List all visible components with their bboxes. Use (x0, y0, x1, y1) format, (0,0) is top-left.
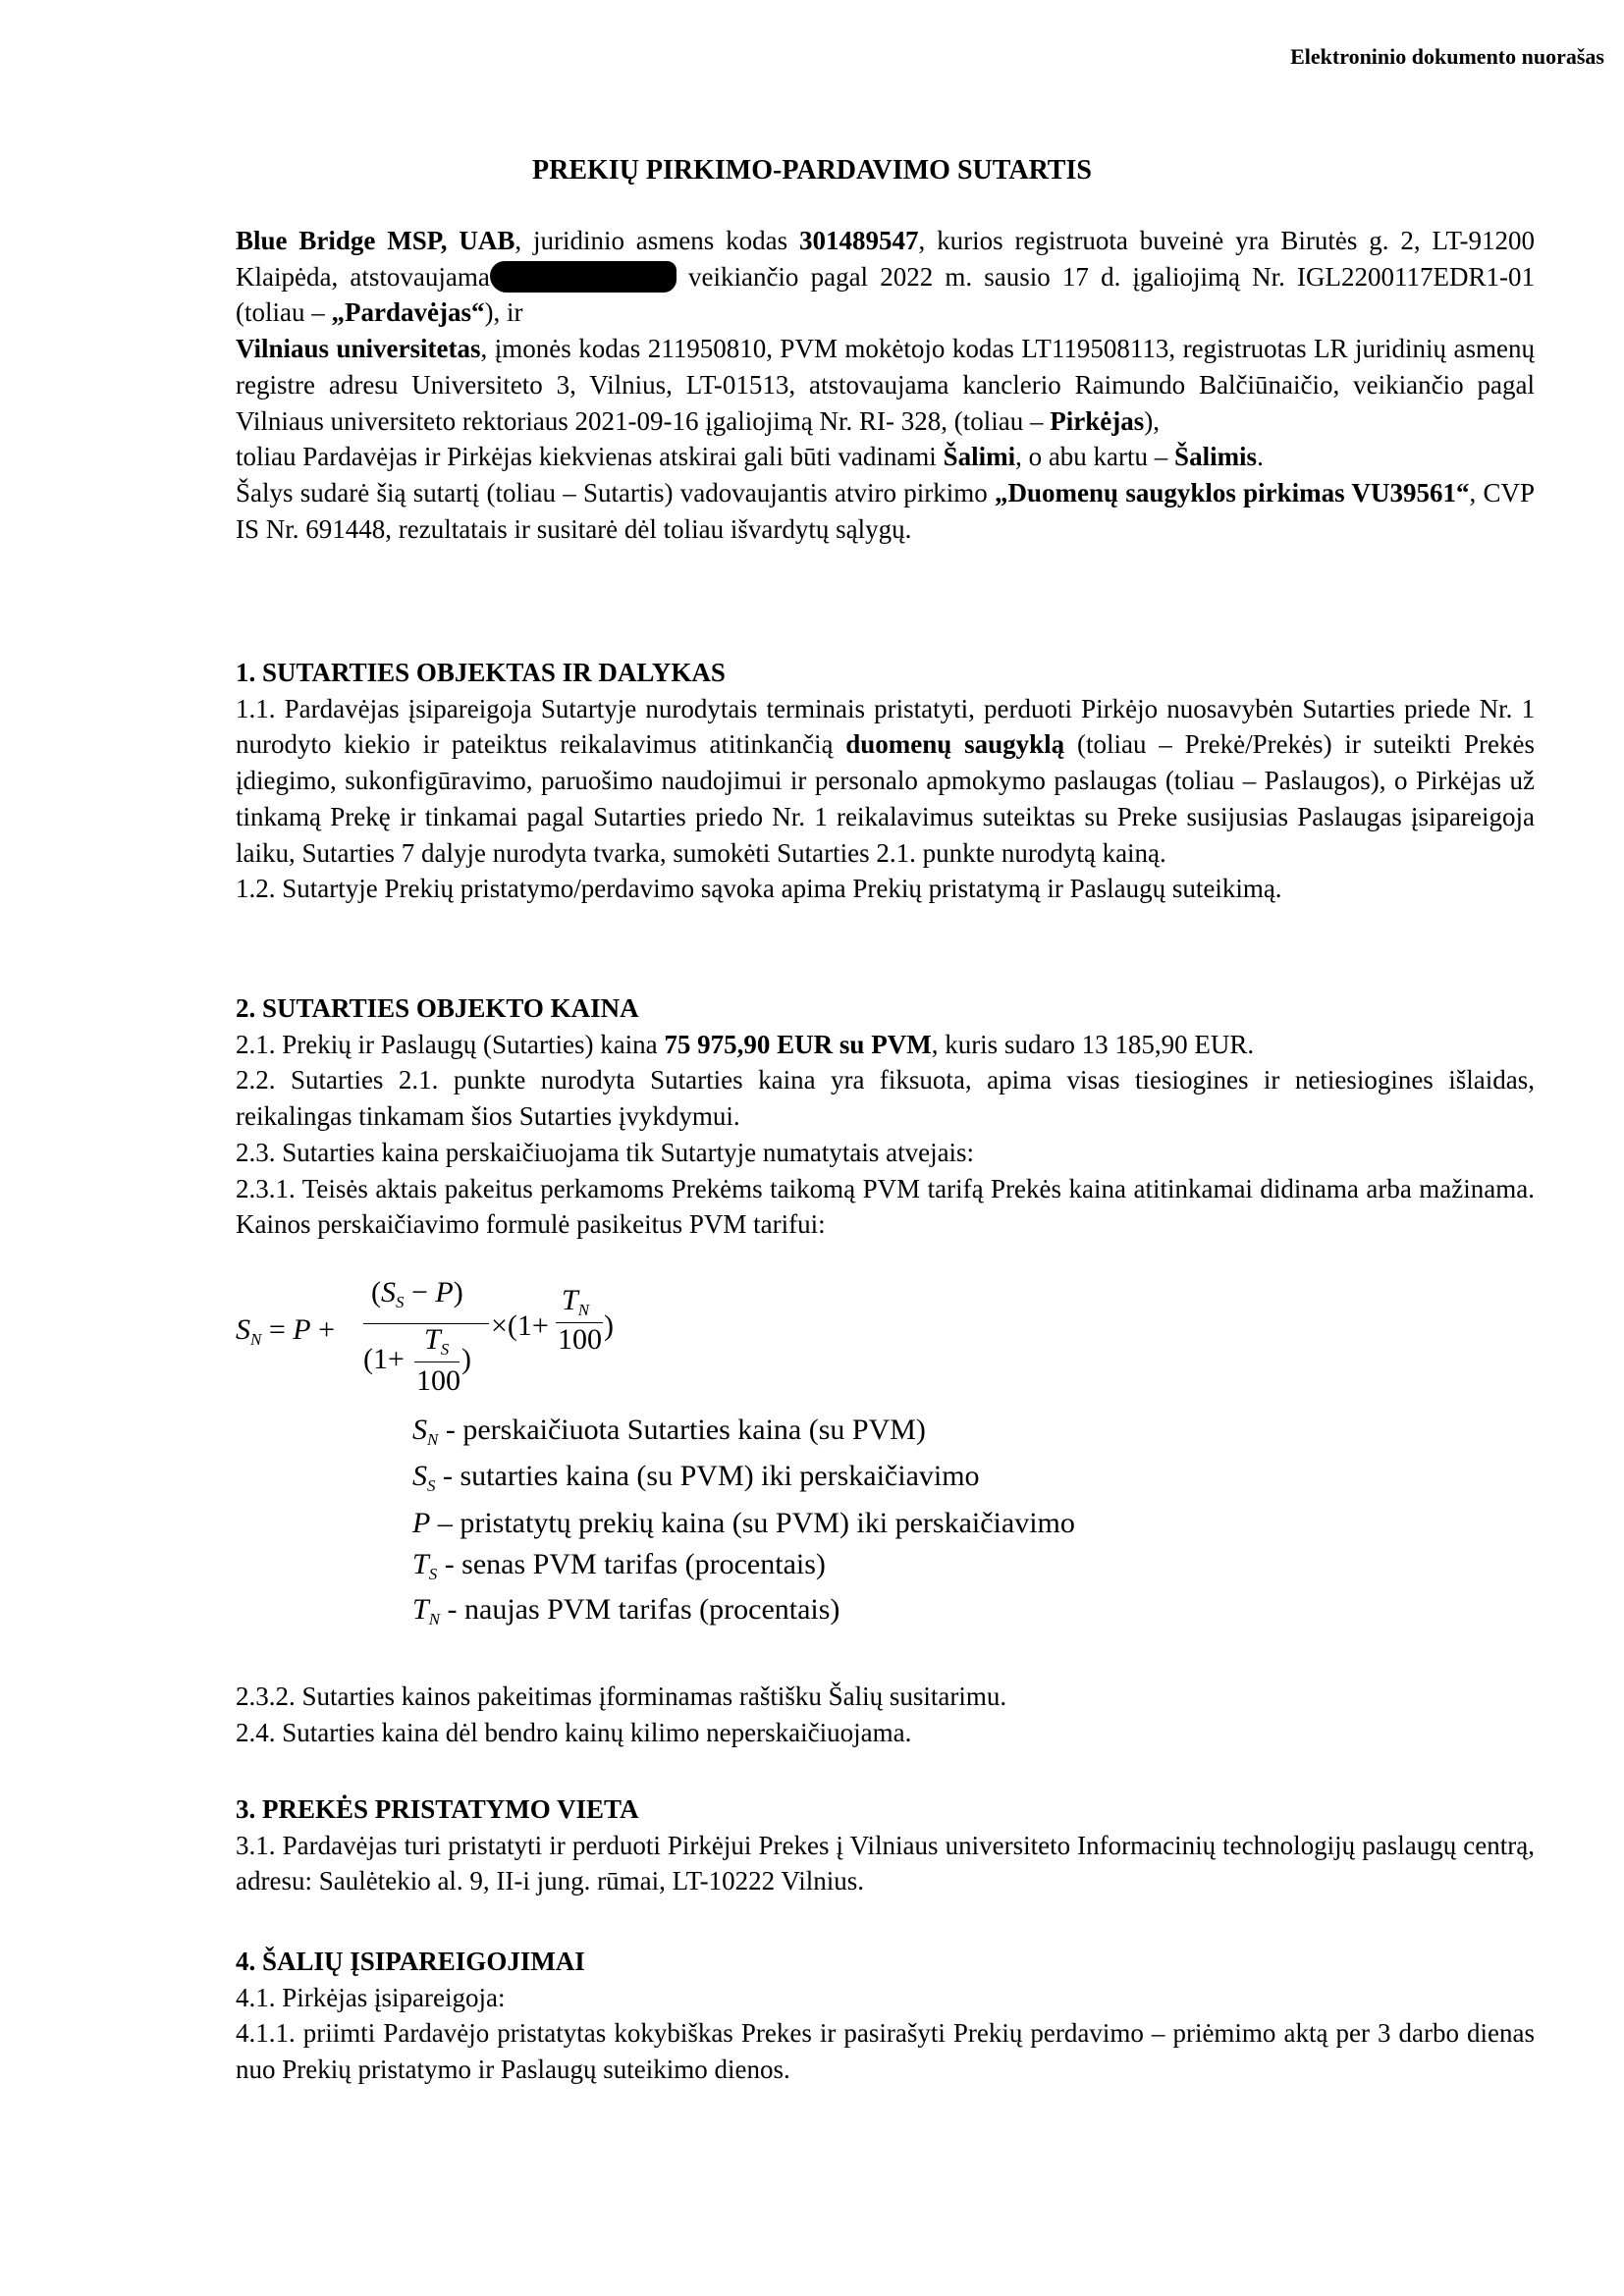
f: + (531, 1309, 549, 1342)
text: , CVP IS Nr. 691448, rezultatais ir susitarė dėl toliau išvardytų sąlygų. (236, 477, 1535, 544)
f: ) (461, 1343, 471, 1375)
clause: 2.3.1. Teisės aktais pakeitus perkamoms Prekėms taikomą PVM tarifą Prekės kaina atitinkamai didinama arba mažinama. Kainos perskaičiavimo formulė pasikeitus PVM tarifui: (236, 1173, 1535, 1240)
legend-item (412, 1507, 1075, 1540)
text: 1.1. Pardavėjas įsipareigoja Sutartyje nurodytais terminais pristatyti, perduoti Pirkėjo nuosavybėn Sutarties priede Nr. 1 nurodyto kiekio ir pateiktus reikalavimus atitinkančią (236, 693, 1535, 760)
f: ( (507, 1309, 517, 1342)
buyer-name: Vilniaus universitetas (236, 334, 481, 364)
f: T (424, 1323, 441, 1356)
clause: 4.1. Pirkėjas įsipareigoja: (236, 1982, 506, 2012)
f: S (412, 1414, 427, 1446)
legend-item (412, 1460, 980, 1496)
f: ) (453, 1276, 463, 1308)
f: 100 (416, 1364, 460, 1397)
text: , o abu kartu – (1015, 442, 1175, 472)
section-4 (236, 1944, 1535, 2088)
redacted-name (490, 261, 677, 293)
formula-sub: N (250, 1330, 262, 1349)
f: ) (604, 1309, 614, 1342)
seller-code: 301489547 (798, 226, 919, 255)
section-heading: 1. SUTARTIES OBJEKTAS IR DALYKAS (236, 658, 726, 687)
f: - senas PVM tarifas (procentais) (437, 1548, 826, 1580)
clause: 2.4. Sutarties kaina dėl bendro kainų kilimo neperskaičiuojama. (236, 1717, 912, 1747)
f: P (435, 1276, 454, 1308)
seller-alias: „Pardavėjas“ (331, 297, 485, 328)
f: N (428, 1610, 441, 1629)
section-1 (236, 655, 1535, 907)
f: - sutarties kaina (su PVM) iki perskaičiavimo (435, 1460, 980, 1492)
buyer-alias: Pirkėjas (1050, 405, 1145, 436)
clause: 3.1. Pardavėjas turi pristatyti ir perduoti Pirkėjui Prekes į Vilniaus universiteto Informacinių technologijų paslaugų centrą, adresu: Saulėtekio al. 9, II-i jung. rūmai, LT-10222 Vilnius. (236, 1830, 1535, 1896)
f: T (562, 1284, 578, 1316)
section-2-cont (236, 1679, 1535, 1750)
f: 1 (516, 1309, 532, 1342)
document-copy-label: Elektroninio dokumento nuorašas (1290, 44, 1604, 69)
f: N (577, 1301, 590, 1319)
formula-symbol: S (236, 1313, 250, 1346)
text: Šalys sudarė šią sutartį (toliau – Sutartis) vadovaujantis atviro pirkimo (236, 477, 996, 507)
formula-op: = (268, 1313, 286, 1346)
f: ( (371, 1276, 381, 1308)
f: - perskaičiuota Sutarties kaina (su PVM) (438, 1414, 926, 1446)
f: N (427, 1430, 439, 1449)
section-heading: 3. PREKĖS PRISTATYMO VIETA (236, 1794, 639, 1824)
f: T (412, 1593, 429, 1626)
formula-symbol: P (293, 1313, 311, 1346)
f: S (428, 1565, 438, 1583)
parties-term: Šalimis (1174, 442, 1258, 472)
text: , kurios registruota buveinė yra Birutės g. 2, LT-91200 Klaipėda, atstovaujama (236, 226, 1535, 292)
f: + (388, 1343, 405, 1375)
f: T (412, 1548, 429, 1580)
section-2 (236, 990, 1535, 1243)
text: . (1257, 442, 1264, 472)
legend-item (412, 1414, 926, 1450)
f: × (491, 1309, 508, 1342)
text: , įmonės kodas 211950810, PVM mokėtojo kodas LT119508113, registruotas LR juridinių asmenų registre adresu Universiteto 3, Vilnius, LT-01513, atstovaujama kanclerio Raimundo Balčiūnaičio, veikiančio pagal Vilniaus universiteto rektoriaus 2021-09-16 įgaliojimą Nr. RI- 328, (toliau – (236, 334, 1535, 436)
contract-price: 75 975,90 EUR su PVM (664, 1029, 932, 1059)
f: - naujas PVM tarifas (procentais) (440, 1593, 840, 1626)
f: 1 (373, 1343, 388, 1375)
f: S (440, 1340, 450, 1359)
text: 2.1. Prekių ir Paslaugų (Sutarties) kaina (236, 1029, 665, 1059)
f: P (412, 1507, 431, 1539)
clause: 4.1.1. priimti Pardavėjo pristatytas kokybiškas Prekes ir pasirašyti Prekių perdavimo – priėmimo aktą per 3 darbo dienas nuo Prekių pristatymo ir Paslaugų suteikimo dienos. (236, 2018, 1535, 2085)
f: – pristatytų prekių kaina (su PVM) iki perskaičiavimo (430, 1507, 1075, 1539)
party-term: Šalimi (943, 442, 1016, 472)
f: S (412, 1460, 427, 1492)
text: (toliau – Prekė/Prekės) ir suteikti Prekės įdiegimo, sukonfigūravimo, paruošimo naudojimui ir personalo apmokymo paslaugas (toliau – Paslaugos), o Pirkėjas už tinkamą Prekę ir tinkamai pagal Sutarties priedo Nr. 1 reikalavimus suteiktas su Preke susijusias Paslaugas įsipareigoja laiku, Sutarties 7 dalyje nurodyta tvarka, sumokėti Sutarties 2.1. punkte nurodytą kainą. (236, 729, 1535, 868)
f: 100 (558, 1323, 602, 1356)
text: ), (1144, 405, 1160, 436)
f: S (396, 1293, 405, 1311)
legend-item (412, 1548, 826, 1584)
f: S (381, 1276, 396, 1308)
text: , kuris sudaro 13 185,90 EUR. (931, 1029, 1255, 1059)
page-title: PREKIŲ PIRKIMO-PARDAVIMO SUTARTIS (532, 155, 1092, 186)
text: veikiančio pagal 2022 m. sausio 17 d. įgaliojimą Nr. IGL2200117EDR1-01 (toliau – (236, 261, 1535, 328)
text: duomenų saugyklą (845, 729, 1065, 760)
formula-op: + (318, 1313, 336, 1346)
section-heading: 2. SUTARTIES OBJEKTO KAINA (236, 993, 639, 1023)
text: toliau Pardavėjas ir Pirkėjas kiekvienas atskirai gali būti vadinami (236, 442, 944, 472)
clause: 2.3. Sutarties kaina perskaičiuojama tik Sutartyje numatytais atvejais: (236, 1137, 975, 1167)
legend-item (412, 1593, 839, 1629)
f: − (411, 1276, 428, 1308)
text: , juridinio asmens kodas (514, 226, 799, 255)
f: S (427, 1476, 436, 1495)
clause: 2.3.2. Sutarties kainos pakeitimas įforminamas raštišku Šalių susitarimu. (236, 1682, 1007, 1711)
text: ), ir (484, 297, 523, 328)
section-3 (236, 1791, 1535, 1899)
clause: 2.2. Sutarties 2.1. punkte nurodyta Sutarties kaina yra fiksuota, apima visas tiesiogines ir netiesiogines išlaidas, reikalingas tinkamam šios Sutarties įvykdymui. (236, 1065, 1535, 1132)
intro-parties (236, 223, 1535, 547)
section-heading: 4. ŠALIŲ ĮSIPAREIGOJIMAI (236, 1947, 585, 1976)
clause: 1.2. Sutartyje Prekių pristatymo/perdavimo sąvoka apima Prekių pristatymą ir Paslaugų suteikimą. (236, 874, 1282, 904)
seller-name: Blue Bridge MSP, UAB (236, 226, 515, 255)
procurement-name: „Duomenų saugyklos pirkimas VU39561“ (995, 477, 1470, 507)
f: ( (363, 1343, 373, 1375)
